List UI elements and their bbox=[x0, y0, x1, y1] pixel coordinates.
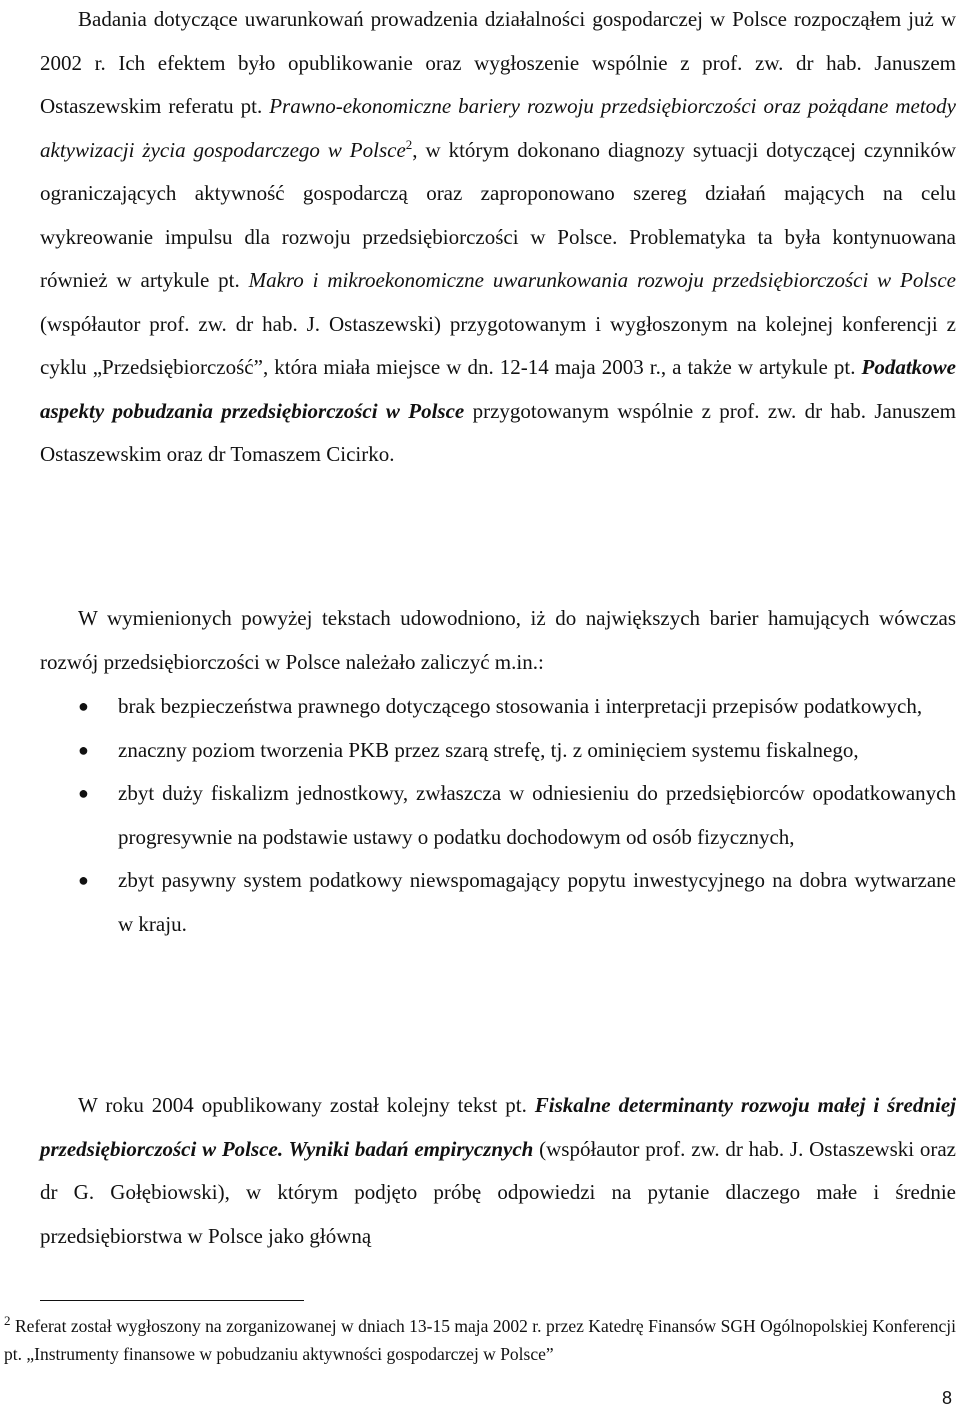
title-tax-aspects: Podatkowe aspekty pobudzania przedsiębiorczości w Polsce bbox=[40, 355, 956, 423]
footnote-number: 2 bbox=[4, 1313, 11, 1329]
list-item bbox=[40, 729, 956, 773]
footnote-text: Referat został wygłoszony na zorganizowanej w dniach 13-15 maja 2002 r. przez Katedrę Finansów SGH Ogólnopolskiej Konferencji pt. „Instrumenty finansowe w pobudzaniu aktywności gospodarczej w Polsce” bbox=[4, 1316, 956, 1364]
text-run: W roku 2004 opublikowany został kolejny tekst pt. bbox=[78, 1093, 535, 1117]
list-item bbox=[40, 772, 956, 859]
paragraph-fiscal-determinants bbox=[40, 1084, 956, 1258]
bullet-icon: ● bbox=[78, 870, 89, 890]
paragraph-barriers-intro: W wymienionych powyżej tekstach udowodniono, iż do największych barier hamujących wówczas rozwój przedsiębiorczości w Polsce należało zaliczyć m.in.: bbox=[40, 606, 956, 674]
bullet-icon: ● bbox=[78, 696, 89, 716]
footnote-reference[interactable]: 2 bbox=[405, 136, 413, 152]
title-fiscal-determinants: Fiskalne determinanty rozwoju małej i średniej przedsiębiorczości w Polsce. Wyniki badań empirycznych bbox=[40, 1093, 956, 1161]
paragraph-research-history bbox=[40, 0, 956, 477]
footnote-separator bbox=[40, 1300, 304, 1301]
footnote bbox=[4, 1312, 956, 1368]
text-run: (współautor prof. zw. dr hab. J. Ostaszewski) przygotowanym i wygłoszonym na kolejnej konferencji z cyklu „Przedsiębiorczość”, która miała miejsce w dn. 12-14 maja 2003 r., a także w artykule pt. bbox=[40, 311, 956, 379]
text-run: Badania dotyczące uwarunkowań prowadzenia działalności gospodarczej w Polsce rozpocząłem już w 2002 r. Ich efektem było opublikowanie oraz wygłoszenie wspólnie z prof. zw. dr hab. Januszem Ostaszewskim referatu pt. bbox=[40, 7, 956, 118]
text-run: (współautor prof. zw. dr hab. J. Ostaszewski oraz dr G. Gołębiowski), w którym podjęto próbę odpowiedzi na pytanie dlaczego małe i średnie przedsiębiorstwa w Polsce jako główną bbox=[40, 1136, 956, 1248]
list-item-text: znaczny poziom tworzenia PKB przez szarą strefę, tj. z ominięciem systemu fiskalnego, bbox=[118, 737, 859, 762]
list-item bbox=[40, 685, 956, 729]
list-item bbox=[40, 859, 956, 946]
title-macro-micro-conditions: Makro i mikroekonomiczne uwarunkowania rozwoju przedsiębiorczości w Polsce bbox=[248, 268, 956, 292]
text-run: , w którym dokonano diagnozy sytuacji dotyczącej czynników ograniczających aktywność gospodarczą oraz zaproponowano szereg działań mających na celu wykreowanie impulsu dla rozwoju przedsiębiorczości w Polsce. Problematyka ta była kontynuowana również w artykule pt. bbox=[40, 137, 956, 292]
text-run: przygotowanym wspólnie z prof. zw. dr hab. Januszem Ostaszewskim oraz dr Tomaszem Cicirko. bbox=[40, 398, 956, 466]
barriers-list bbox=[40, 685, 956, 946]
title-legal-economic-barriers: Prawno-ekonomiczne bariery rozwoju przedsiębiorczości oraz pożądane metody aktywizacji życia gospodarczego w Polsce bbox=[40, 94, 956, 162]
page-number: 8 bbox=[941, 1388, 952, 1408]
list-item-text: brak bezpieczeństwa prawnego dotyczącego stosowania i interpretacji przepisów podatkowych, bbox=[118, 694, 923, 718]
bullet-icon: ● bbox=[78, 783, 89, 803]
bullet-icon: ● bbox=[78, 739, 89, 760]
list-item-text: zbyt duży fiskalizm jednostkowy, zwłaszcza w odniesieniu do przedsiębiorców opodatkowanych progresywnie na podstawie ustawy o podatku dochodowym od osób fizycznych, bbox=[118, 781, 956, 849]
list-item-text: zbyt pasywny system podatkowy niewspomagający popytu inwestycyjnego na dobra wytwarzane w kraju. bbox=[118, 868, 956, 936]
